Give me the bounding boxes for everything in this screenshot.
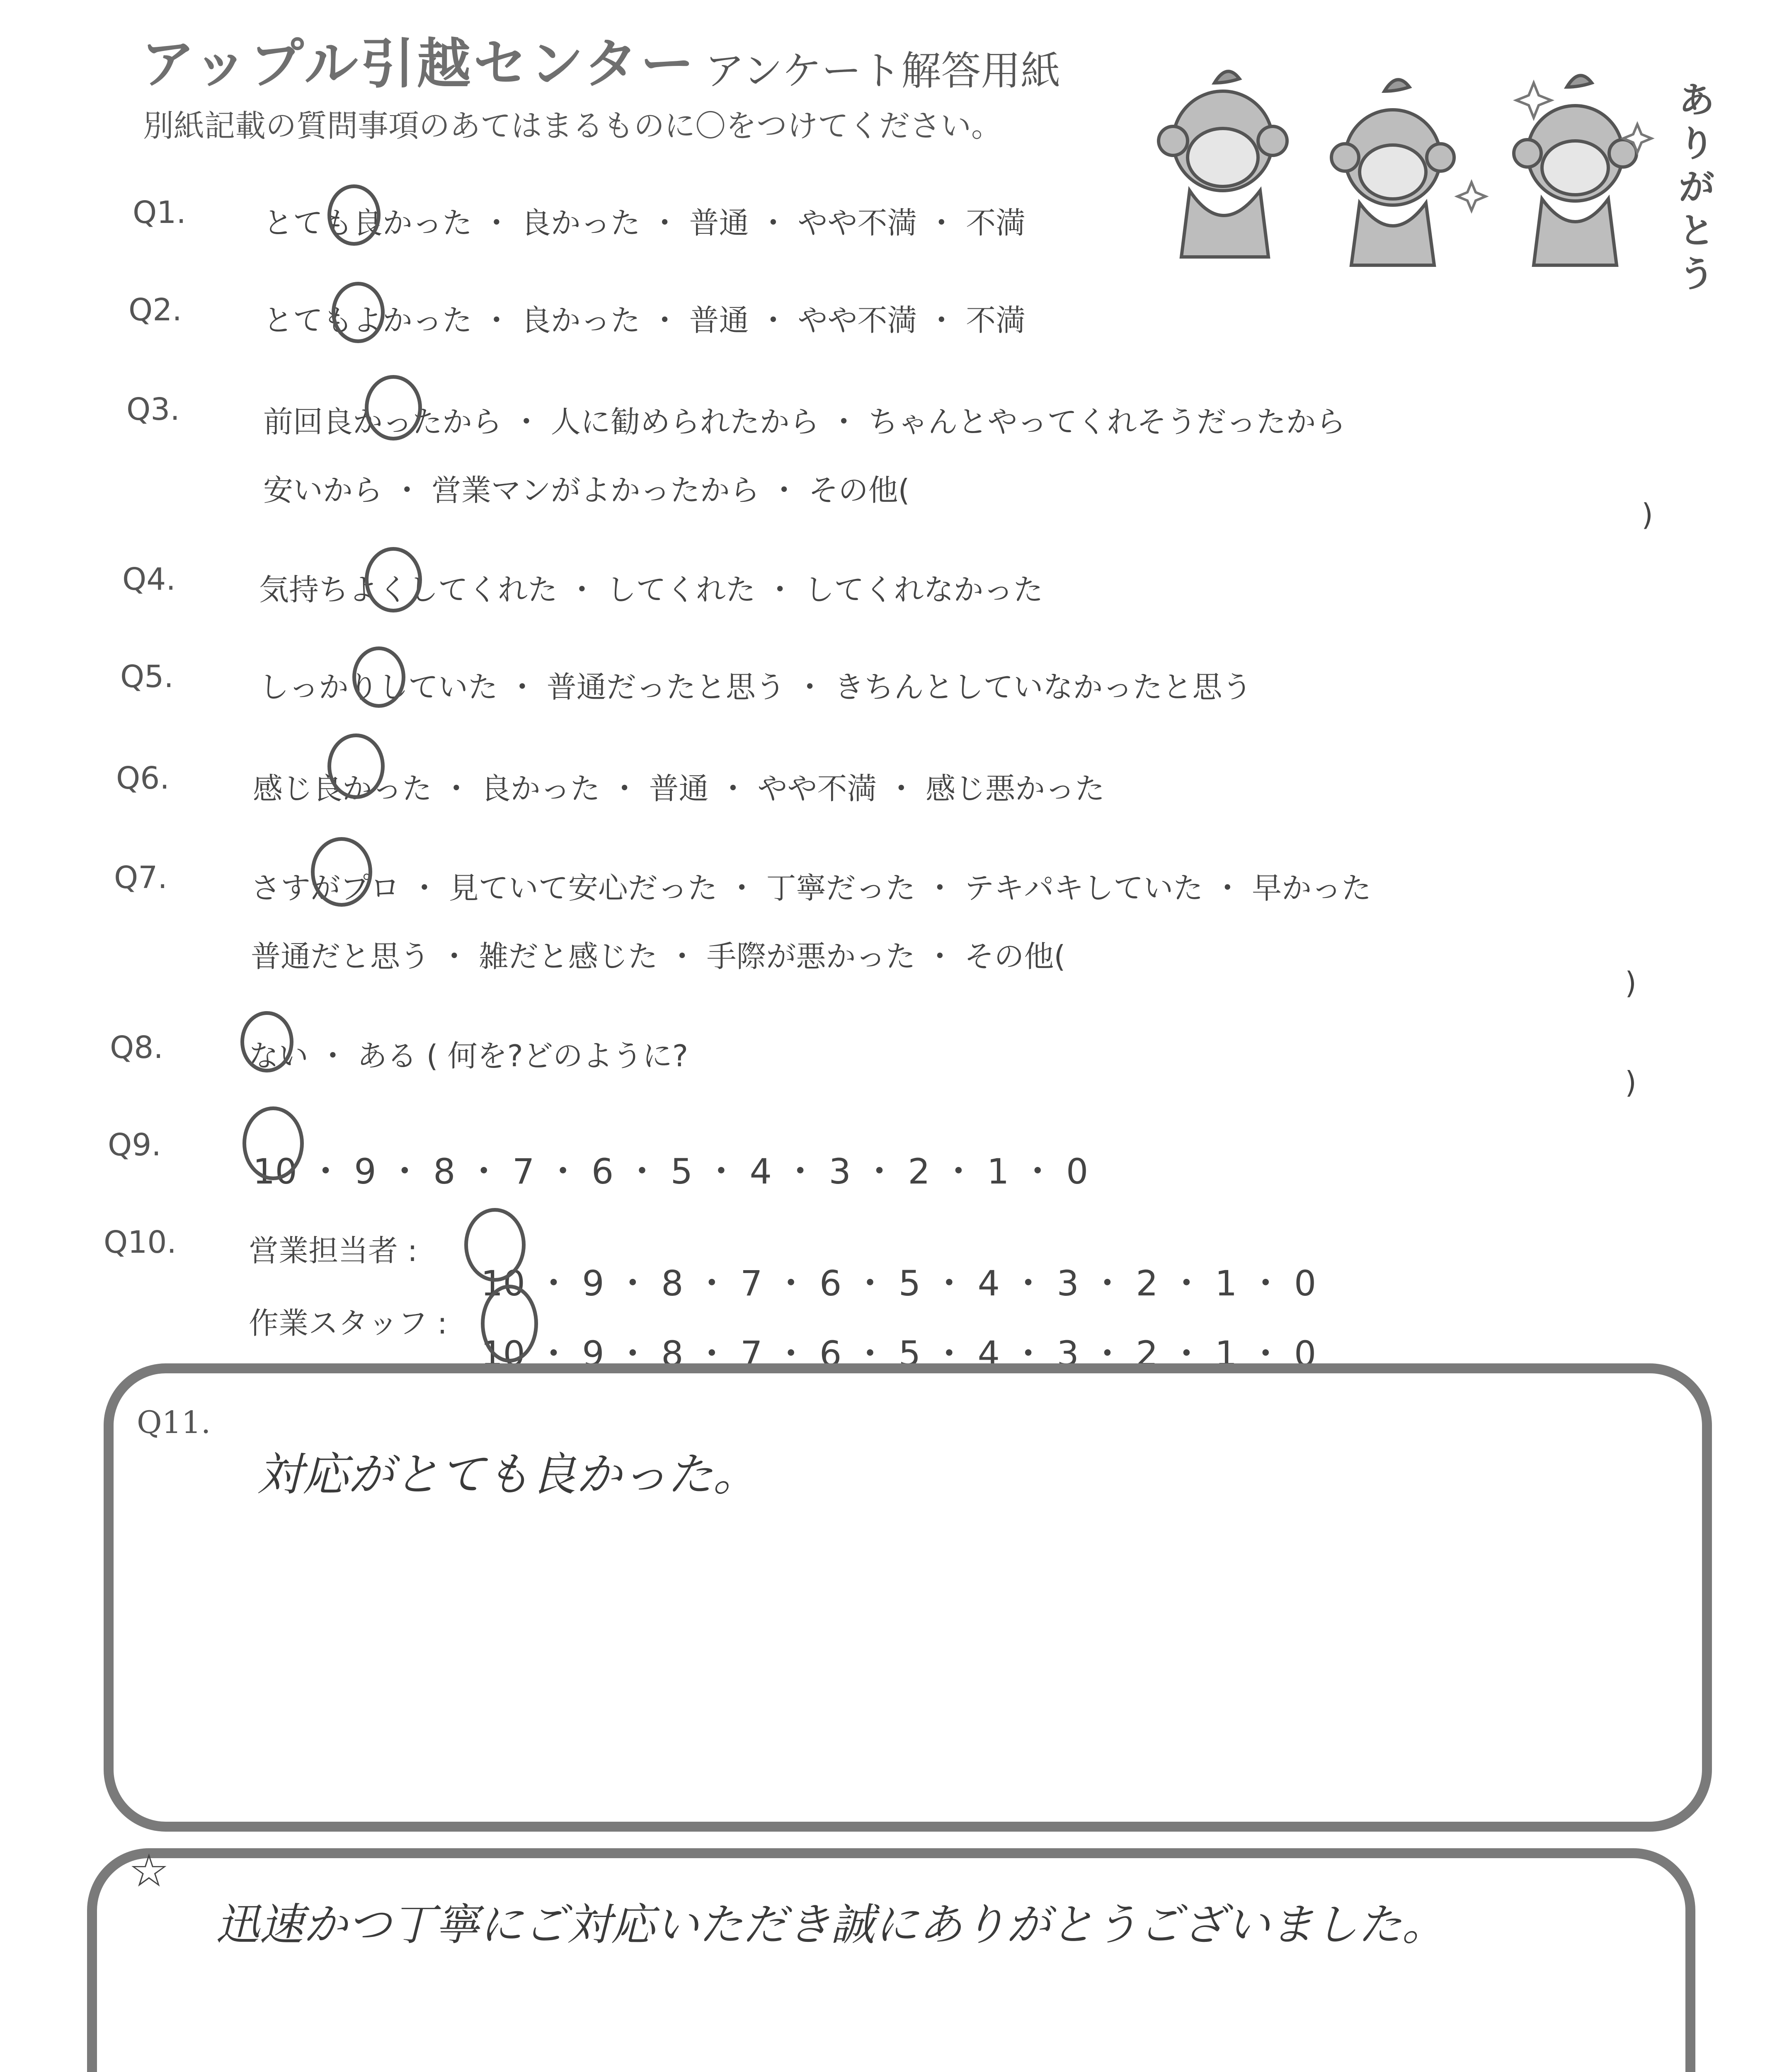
q11-handwritten-answer: 対応がとても良かった。 — [257, 1448, 759, 1501]
q1-selection-circle — [327, 184, 381, 246]
comment-box[interactable] — [87, 1848, 1695, 2072]
mascot-thanks-text: ありがとう — [1679, 80, 1714, 295]
q7-options-line1[interactable]: さすがプロ ・ 見ていて安心だった ・ 丁寧だった ・ テキパキしていた ・ 早かった — [251, 871, 1372, 905]
q6-selection-circle — [327, 733, 385, 799]
q8-options[interactable]: ない ・ ある ( 何を?どのように? — [249, 1038, 689, 1073]
q8-closing-paren: ) — [1625, 1065, 1637, 1100]
q3-selection-circle — [365, 375, 422, 441]
q3-closing-paren: ) — [1641, 497, 1654, 532]
q10-staff-selection-circle — [481, 1285, 538, 1363]
q8-label: Q8. — [110, 1030, 163, 1065]
q10-label: Q10. — [104, 1225, 177, 1260]
q11-label: Q11. — [137, 1405, 211, 1440]
q2-label: Q2. — [128, 292, 182, 328]
q10-sales-scale[interactable]: 10 ・ 9 ・ 8 ・ 7 ・ 6 ・ 5 ・ 4 ・ 3 ・ 2 ・ 1 ・ 0 — [481, 1263, 1316, 1304]
q4-options[interactable]: 気持ちよくしてくれた ・ してくれた ・ してくれなかった — [259, 572, 1043, 607]
q3-label: Q3. — [126, 392, 180, 427]
q10-sales-label: 営業担当者 : — [249, 1233, 418, 1268]
q6-label: Q6. — [116, 760, 170, 796]
q8-selection-circle — [240, 1011, 293, 1072]
q3-options-line1[interactable]: 前回良かったから ・ 人に勧められたから ・ ちゃんとやってくれそうだったから — [263, 404, 1346, 439]
q10-sales-selection-circle — [464, 1208, 526, 1282]
q10-staff-label: 作業スタッフ : — [249, 1306, 448, 1341]
q5-label: Q5. — [120, 659, 174, 695]
q11-answer-box[interactable] — [104, 1363, 1712, 1832]
q7-selection-circle — [311, 837, 372, 907]
form-subtitle: アンケート解答用紙 — [705, 48, 1061, 94]
q2-selection-circle — [332, 282, 385, 343]
mascot-monkeys-illustration — [1152, 58, 1741, 290]
q7-label: Q7. — [114, 860, 167, 896]
q9-scale[interactable]: 10 ・ 9 ・ 8 ・ 7 ・ 6 ・ 5 ・ 4 ・ 3 ・ 2 ・ 1 ・ 0 — [253, 1151, 1089, 1192]
q7-options-line2[interactable]: 普通だと思う ・ 雑だと感じた ・ 手際が悪かった ・ その他( — [251, 939, 1066, 974]
q2-options[interactable]: とてもよかった ・ 良かった ・ 普通 ・ やや不満 ・ 不満 — [263, 303, 1026, 338]
q5-selection-circle — [352, 646, 405, 708]
q9-selection-circle — [242, 1106, 304, 1180]
comment-handwritten-text: 迅速かつ丁寧にご対応いただき誠にありがとうございました。 — [216, 1899, 1446, 1950]
q4-selection-circle — [365, 547, 422, 612]
star-icon: ☆ — [128, 1844, 170, 1897]
q3-options-line2[interactable]: 安いから ・ 営業マンがよかったから ・ その他( — [263, 473, 910, 508]
q4-label: Q4. — [122, 562, 176, 597]
form-title: アップル引越センター — [141, 32, 697, 95]
q6-options[interactable]: 感じ良かった ・ 良かった ・ 普通 ・ やや不満 ・ 感じ悪かった — [253, 771, 1105, 806]
q9-label: Q9. — [108, 1127, 161, 1163]
q7-closing-paren: ) — [1625, 966, 1637, 1000]
form-instruction: 別紙記載の質問事項のあてはまるものに〇をつけてください。 — [143, 108, 1002, 144]
q5-options[interactable]: しっかりしていた ・ 普通だったと思う ・ きちんとしていなかったと思う — [259, 670, 1252, 704]
q1-label: Q1. — [133, 195, 186, 230]
q10-staff-scale[interactable]: 10 ・ 9 ・ 8 ・ 7 ・ 6 ・ 5 ・ 4 ・ 3 ・ 2 ・ 1 ・ 0 — [481, 1334, 1316, 1374]
q1-options[interactable]: とても良かった ・ 良かった ・ 普通 ・ やや不満 ・ 不満 — [263, 206, 1026, 240]
